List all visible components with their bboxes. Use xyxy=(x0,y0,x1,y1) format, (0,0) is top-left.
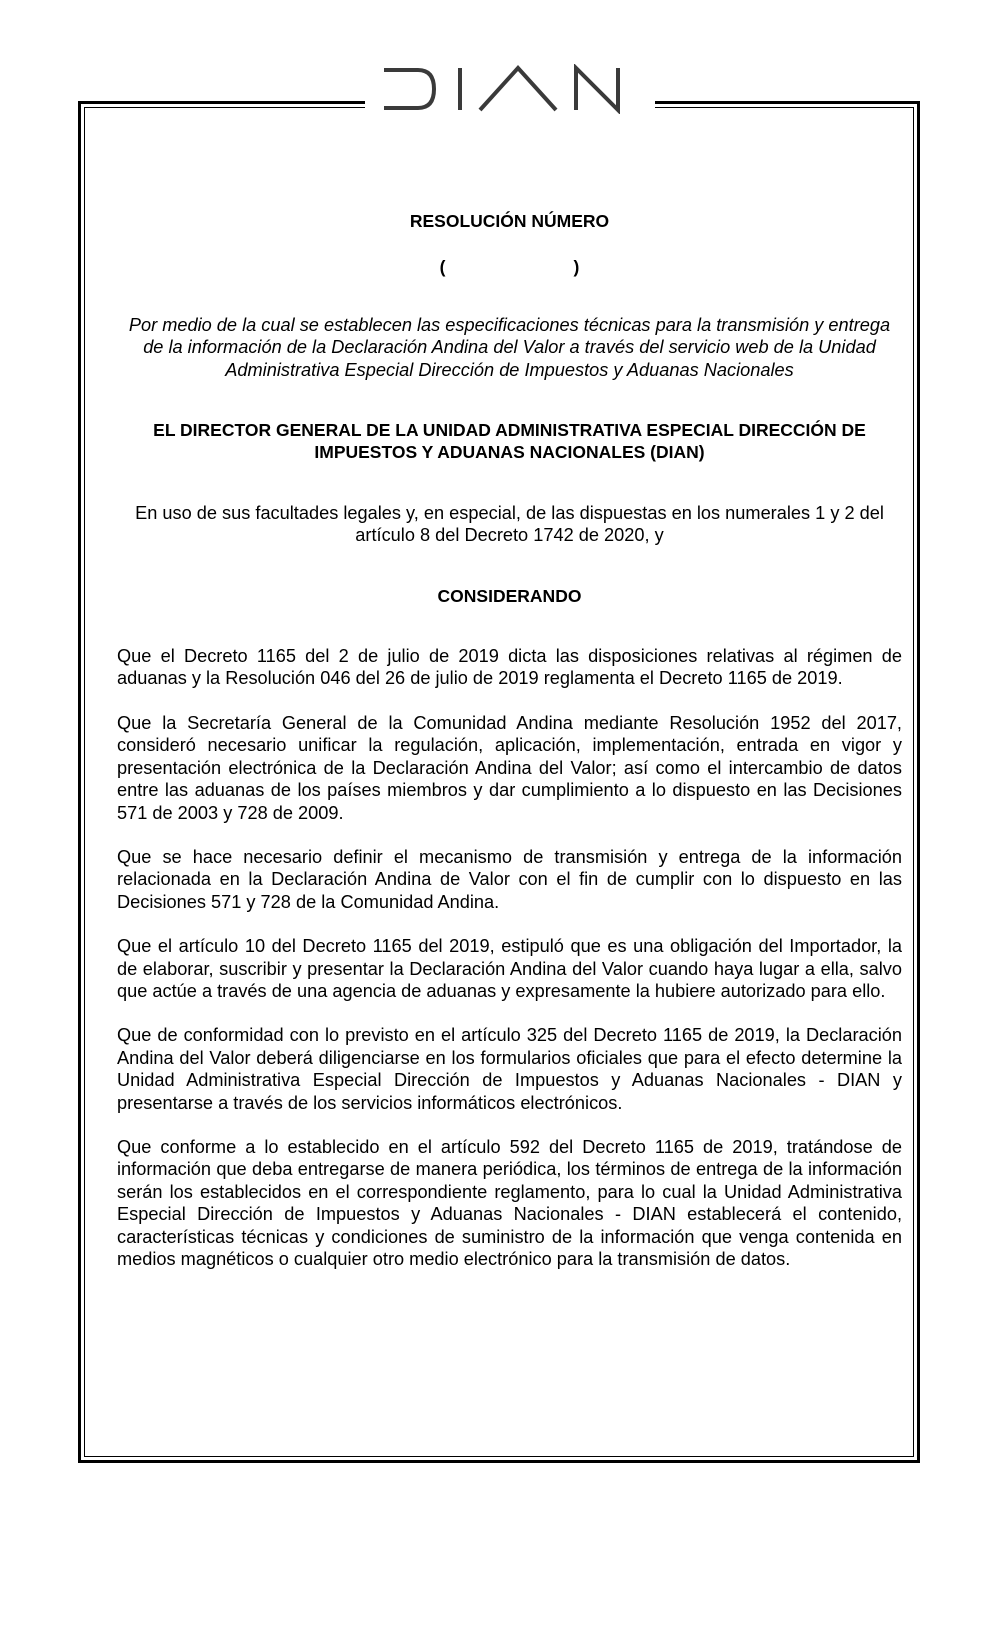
legal-powers: En uso de sus facultades legales y, en especial, de las dispuestas en los numerales 1 y 2 del artículo 8 del Decreto 1742 de 2020, y xyxy=(135,502,884,546)
close-paren: ) xyxy=(573,257,580,278)
director-heading: EL DIRECTOR GENERAL DE LA UNIDAD ADMINISTRATIVA ESPECIAL DIRECCIÓN DE IMPUESTOS Y ADUANAS NACIONALES (DIAN) xyxy=(153,420,866,463)
dian-logo xyxy=(380,64,640,114)
resolution-number-placeholder xyxy=(117,256,902,278)
resolution-title: RESOLUCIÓN NÚMERO xyxy=(409,211,610,231)
resolution-document xyxy=(117,210,902,1292)
considering-heading: CONSIDERANDO xyxy=(437,585,582,606)
consideration-paragraph: Que el Decreto 1165 del 2 de julio de 2019 dicta las disposiciones relativas al régimen de aduanas y la Resolución 046 del 26 de julio de 2019 reglamenta el Decreto 1165 de 2019. xyxy=(117,646,902,689)
consideration-paragraph: Que de conformidad con lo previsto en el artículo 325 del Decreto 1165 de 2019, la Declaración Andina del Valor deberá diligenciarse en los formularios oficiales que para el efecto determine la Unidad Administrativa Especial Dirección de Impuestos y Aduanas Nacionales - DIAN y presentarse a través de los servicios informáticos electrónicos. xyxy=(117,1025,902,1113)
considerations xyxy=(117,645,902,1270)
consideration-paragraph: Que conforme a lo establecido en el artículo 592 del Decreto 1165 de 2019, tratándose de información que deba entregarse de manera periódica, los términos de entrega de la información serán los establecidos en el correspondiente reglamento, para lo cual la Unidad Administrativa Especial Dirección de Impuestos y Aduanas Nacionales - DIAN establecerá el contenido, características técnicas y condiciones de suministro de la información que venga contenida en medios magnéticos o cualquier otro medio electrónico para la transmisión de datos. xyxy=(117,1136,902,1269)
open-paren: ( xyxy=(439,257,446,278)
consideration-paragraph: Que se hace necesario definir el mecanismo de transmisión y entrega de la información relacionada en la Declaración Andina de Valor con el fin de cumplir con lo dispuesto en las Decisiones 571 y 728 de la Comunidad Andina. xyxy=(117,846,902,912)
resolution-subject: Por medio de la cual se establecen las especificaciones técnicas para la transmisión y entrega de la información de la Declaración Andina del Valor a través del servicio web de la Unidad Administrativa Especial Dirección de Impuestos y Aduanas Nacionales xyxy=(128,314,891,380)
consideration-paragraph: Que la Secretaría General de la Comunidad Andina mediante Resolución 1952 del 2017, consideró necesario unificar la regulación, aplicación, implementación, entrada en vigor y presentación electrónica de la Declaración Andina del Valor; así como el intercambio de datos entre las aduanas de los países miembros y dar cumplimiento a lo dispuesto en las Decisiones 571 de 2003 y 728 de 2009. xyxy=(117,712,902,823)
consideration-paragraph: Que el artículo 10 del Decreto 1165 del 2019, estipuló que es una obligación del Importador, la de elaborar, suscribir y presentar la Declaración Andina del Valor cuando haya lugar a ella, salvo que actúe a través de una agencia de aduanas y expresamente la hubiere autorizado para ello. xyxy=(117,936,902,1001)
